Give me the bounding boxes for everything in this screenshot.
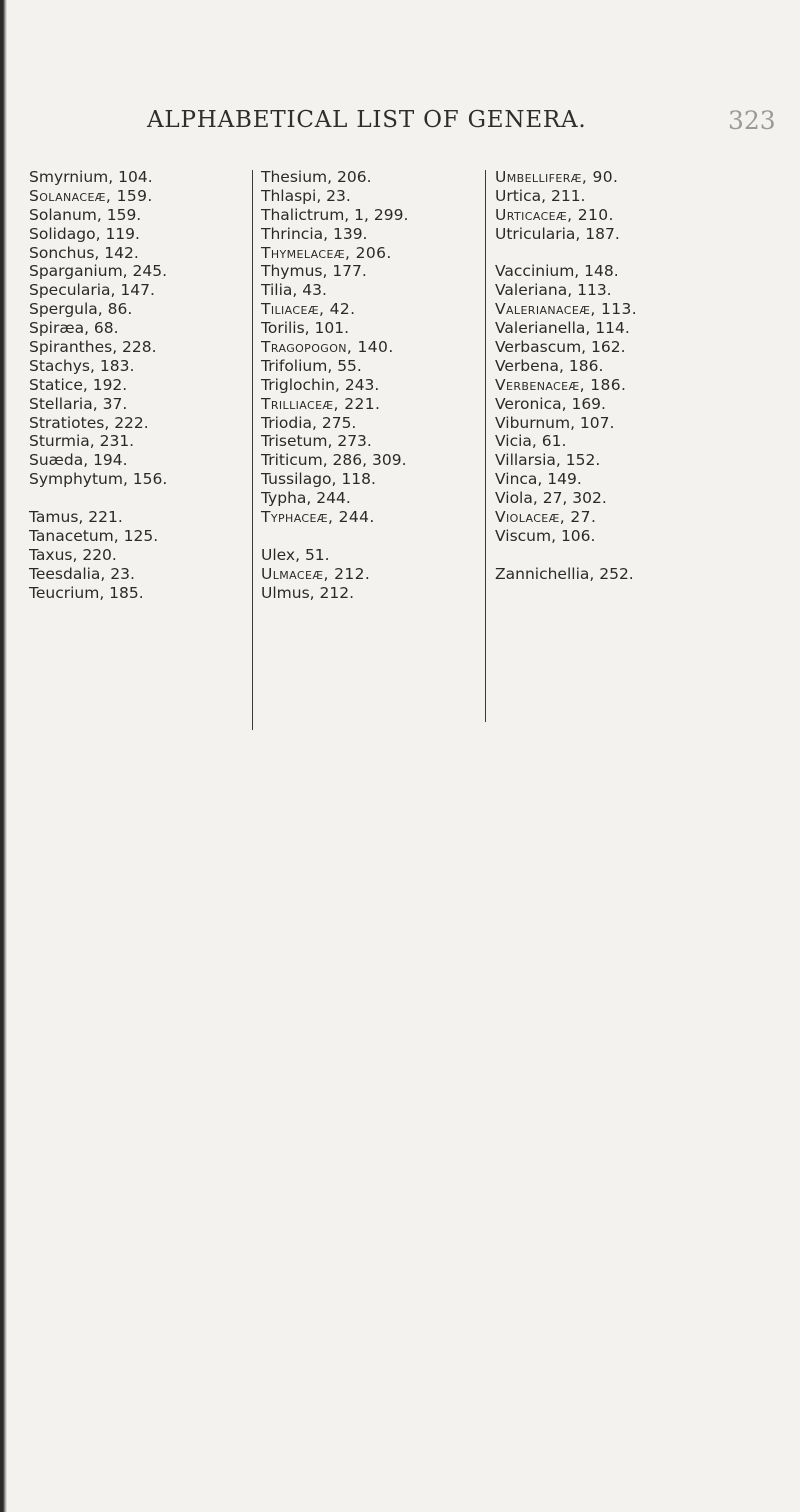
genus-entry: Viola, 27, 302. [495,489,607,508]
family-entry: Thymelaceæ, 206. [261,243,392,262]
family-entry: Valerianaceæ, 113. [495,300,638,319]
genus-entry: Teucrium, 185. [29,583,144,602]
genus-entry: Solidago, 119. [29,224,140,243]
genus-entry: Tamus, 221. [29,508,123,527]
family-entry: Typhaceæ, 244. [261,508,375,527]
genus-entry: Statice, 192. [29,375,128,394]
letter-gap [29,489,167,508]
genus-entry: Utricularia, 187. [495,224,620,243]
genus-entry: Tanacetum, 125. [29,526,159,545]
page-number: 323 [728,106,776,135]
genus-entry: Stratiotes, 222. [29,413,149,432]
family-entry: Umbelliferæ, 90. [495,168,619,186]
genus-entry: Valeriana, 113. [495,281,612,300]
column-divider [252,170,253,730]
genus-entry: Viburnum, 107. [495,413,615,432]
genus-entry: Veronica, 169. [495,394,606,413]
genus-entry: Torilis, 101. [261,319,350,338]
genus-entry: Stellaria, 37. [29,394,128,413]
genus-entry: Tilia, 43. [261,281,327,300]
genus-entry: Typha, 244. [261,489,351,508]
genus-entry: Viscum, 106. [495,526,596,545]
running-title: ALPHABETICAL LIST OF GENERA. [147,107,587,133]
family-entry: Trilliaceæ, 221. [261,394,381,413]
genus-entry: Suæda, 194. [29,451,128,470]
genus-entry: Spiranthes, 228. [29,338,157,357]
genus-entry: Spergula, 86. [29,300,133,319]
genus-entry: Thrincia, 139. [261,224,368,243]
genus-entry: Zannichellia, 252. [495,564,634,583]
genus-entry: Trifolium, 55. [261,356,362,375]
genus-entry: Triglochin, 243. [261,375,380,394]
genus-entry: Solanum, 159. [29,205,142,224]
family-entry: Tiliaceæ, 42. [261,300,356,319]
letter-gap [261,527,408,546]
genus-entry: Verbascum, 162. [495,338,626,357]
family-entry: Violaceæ, 27. [495,508,597,527]
genus-entry: Vicia, 61. [495,432,567,451]
page-binding-edge [0,0,7,1512]
genus-entry: Valerianella, 114. [495,319,630,338]
genus-entry: Ulex, 51. [261,545,330,564]
genera-column-2 [261,168,408,602]
family-entry: Verbenaceæ, 186. [495,375,627,394]
genus-entry: Sonchus, 142. [29,243,139,262]
genus-entry: Vinca, 149. [495,470,582,489]
genus-entry: Ulmus, 212. [261,583,355,602]
genus-entry: Tragopogon, 140. [261,338,394,357]
genus-entry: Thymus, 177. [261,262,367,281]
genus-entry: Sturmia, 231. [29,432,135,451]
genus-entry: Symphytum, 156. [29,470,168,489]
genus-entry: Trisetum, 273. [261,432,372,451]
genus-entry: Thalictrum, 1, 299. [261,205,409,224]
genus-entry: Teesdalia, 23. [29,564,135,583]
genus-entry: Specularia, 147. [29,281,155,300]
family-entry: Ulmaceæ, 212. [261,564,371,583]
genus-entry: Taxus, 220. [29,545,117,564]
genus-entry: Verbena, 186. [495,356,604,375]
column-divider [485,170,486,722]
family-entry: Solanaceæ, 159. [29,186,153,205]
genus-entry: Stachys, 183. [29,356,135,375]
letter-gap [495,244,637,263]
genus-entry: Sparganium, 245. [29,262,168,281]
genus-entry: Villarsia, 152. [495,451,601,470]
genera-column-3 [495,168,637,584]
genus-entry: Smyrnium, 104. [29,168,153,186]
letter-gap [495,546,637,565]
genus-entry: Spiræa, 68. [29,319,119,338]
genus-entry: Urtica, 211. [495,186,586,205]
genus-entry: Vaccinium, 148. [495,262,619,281]
page-header [0,107,800,137]
family-entry: Urticaceæ, 210. [495,205,614,224]
genus-entry: Tussilago, 118. [261,470,376,489]
genus-entry: Triodia, 275. [261,413,357,432]
genera-column-1 [29,168,167,602]
genus-entry: Thesium, 206. [261,168,372,186]
genus-entry: Thlaspi, 23. [261,186,351,205]
genus-entry: Triticum, 286, 309. [261,451,407,470]
